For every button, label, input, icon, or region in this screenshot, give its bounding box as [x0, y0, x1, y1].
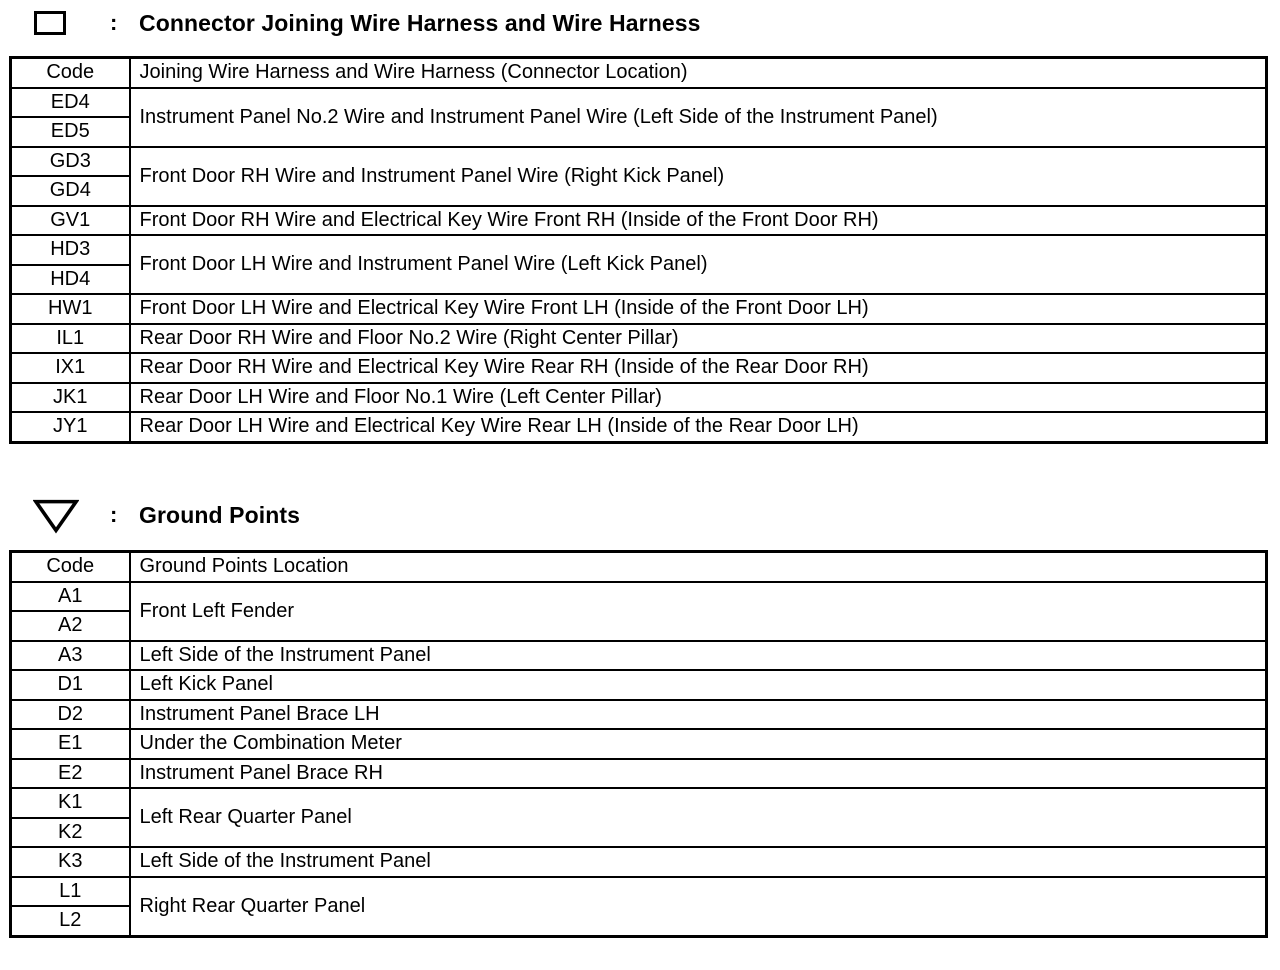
code-cell: D1 — [11, 670, 130, 700]
code-cell: L1 — [11, 877, 130, 907]
code-cell: JK1 — [11, 383, 130, 413]
table-row — [11, 353, 1267, 383]
code-cell: A3 — [11, 641, 130, 671]
location-cell: Right Rear Quarter Panel — [130, 877, 1267, 937]
table-row — [11, 294, 1267, 324]
location-cell: Instrument Panel Brace RH — [130, 759, 1267, 789]
table-header-row — [11, 552, 1267, 582]
section-title: Ground Points — [139, 502, 301, 528]
table-row — [11, 235, 1267, 265]
column-header-location: Ground Points Location — [130, 552, 1267, 582]
code-cell: GV1 — [11, 206, 130, 236]
table-row — [11, 877, 1267, 907]
code-cell: HW1 — [11, 294, 130, 324]
table-row — [11, 641, 1267, 671]
code-cell: K3 — [11, 847, 130, 877]
table-row — [11, 729, 1267, 759]
heading-colon: : — [110, 10, 118, 35]
location-cell: Rear Door LH Wire and Electrical Key Wire Rear LH (Inside of the Rear Door LH) — [130, 412, 1267, 442]
heading-colon: : — [110, 502, 118, 527]
location-cell: Instrument Panel Brace LH — [130, 700, 1267, 730]
code-cell: K1 — [11, 788, 130, 818]
table-header-row — [11, 58, 1267, 88]
code-cell: HD4 — [11, 265, 130, 295]
ground-points-table — [9, 550, 1268, 938]
location-cell: Front Door RH Wire and Electrical Key Wire Front RH (Inside of the Front Door RH) — [130, 206, 1267, 236]
location-cell: Left Side of the Instrument Panel — [130, 847, 1267, 877]
code-cell: A2 — [11, 611, 130, 641]
square-outline-icon — [34, 11, 66, 35]
location-cell: Instrument Panel No.2 Wire and Instrument Panel Wire (Left Side of the Instrument Panel) — [130, 88, 1267, 147]
code-cell: GD4 — [11, 176, 130, 206]
table-row — [11, 670, 1267, 700]
table-row — [11, 788, 1267, 818]
code-cell: E1 — [11, 729, 130, 759]
location-cell: Front Left Fender — [130, 582, 1267, 641]
connector-table-body — [11, 58, 1267, 443]
code-cell: ED4 — [11, 88, 130, 118]
table-row — [11, 88, 1267, 118]
ground-points-table-body — [11, 552, 1267, 937]
location-cell: Front Door LH Wire and Instrument Panel Wire (Left Kick Panel) — [130, 235, 1267, 294]
code-cell: A1 — [11, 582, 130, 612]
table-row — [11, 700, 1267, 730]
code-cell: K2 — [11, 818, 130, 848]
code-cell: L2 — [11, 906, 130, 936]
location-cell: Front Door LH Wire and Electrical Key Wire Front LH (Inside of the Front Door LH) — [130, 294, 1267, 324]
location-cell: Front Door RH Wire and Instrument Panel Wire (Right Kick Panel) — [130, 147, 1267, 206]
table-row — [11, 206, 1267, 236]
code-cell: JY1 — [11, 412, 130, 442]
code-cell: GD3 — [11, 147, 130, 177]
connector-section-heading — [0, 4, 1280, 44]
location-cell: Left Rear Quarter Panel — [130, 788, 1267, 847]
location-cell: Rear Door RH Wire and Electrical Key Wire Rear RH (Inside of the Rear Door RH) — [130, 353, 1267, 383]
table-row — [11, 147, 1267, 177]
section-title: Connector Joining Wire Harness and Wire Harness — [139, 10, 701, 36]
code-cell: IX1 — [11, 353, 130, 383]
location-cell: Under the Combination Meter — [130, 729, 1267, 759]
table-row — [11, 847, 1267, 877]
location-cell: Rear Door LH Wire and Floor No.1 Wire (Left Center Pillar) — [130, 383, 1267, 413]
column-header-code: Code — [11, 58, 130, 88]
code-cell: E2 — [11, 759, 130, 789]
table-row — [11, 324, 1267, 354]
code-cell: ED5 — [11, 117, 130, 147]
connector-table — [9, 56, 1268, 444]
code-cell: IL1 — [11, 324, 130, 354]
table-row — [11, 759, 1267, 789]
column-header-code: Code — [11, 552, 130, 582]
code-cell: HD3 — [11, 235, 130, 265]
location-cell: Left Kick Panel — [130, 670, 1267, 700]
table-row — [11, 383, 1267, 413]
table-row — [11, 412, 1267, 442]
location-cell: Rear Door RH Wire and Floor No.2 Wire (Right Center Pillar) — [130, 324, 1267, 354]
column-header-location: Joining Wire Harness and Wire Harness (Connector Location) — [130, 58, 1267, 88]
table-row — [11, 582, 1267, 612]
down-triangle-icon — [33, 496, 79, 536]
code-cell: D2 — [11, 700, 130, 730]
location-cell: Left Side of the Instrument Panel — [130, 641, 1267, 671]
ground-section-heading — [0, 496, 1280, 536]
